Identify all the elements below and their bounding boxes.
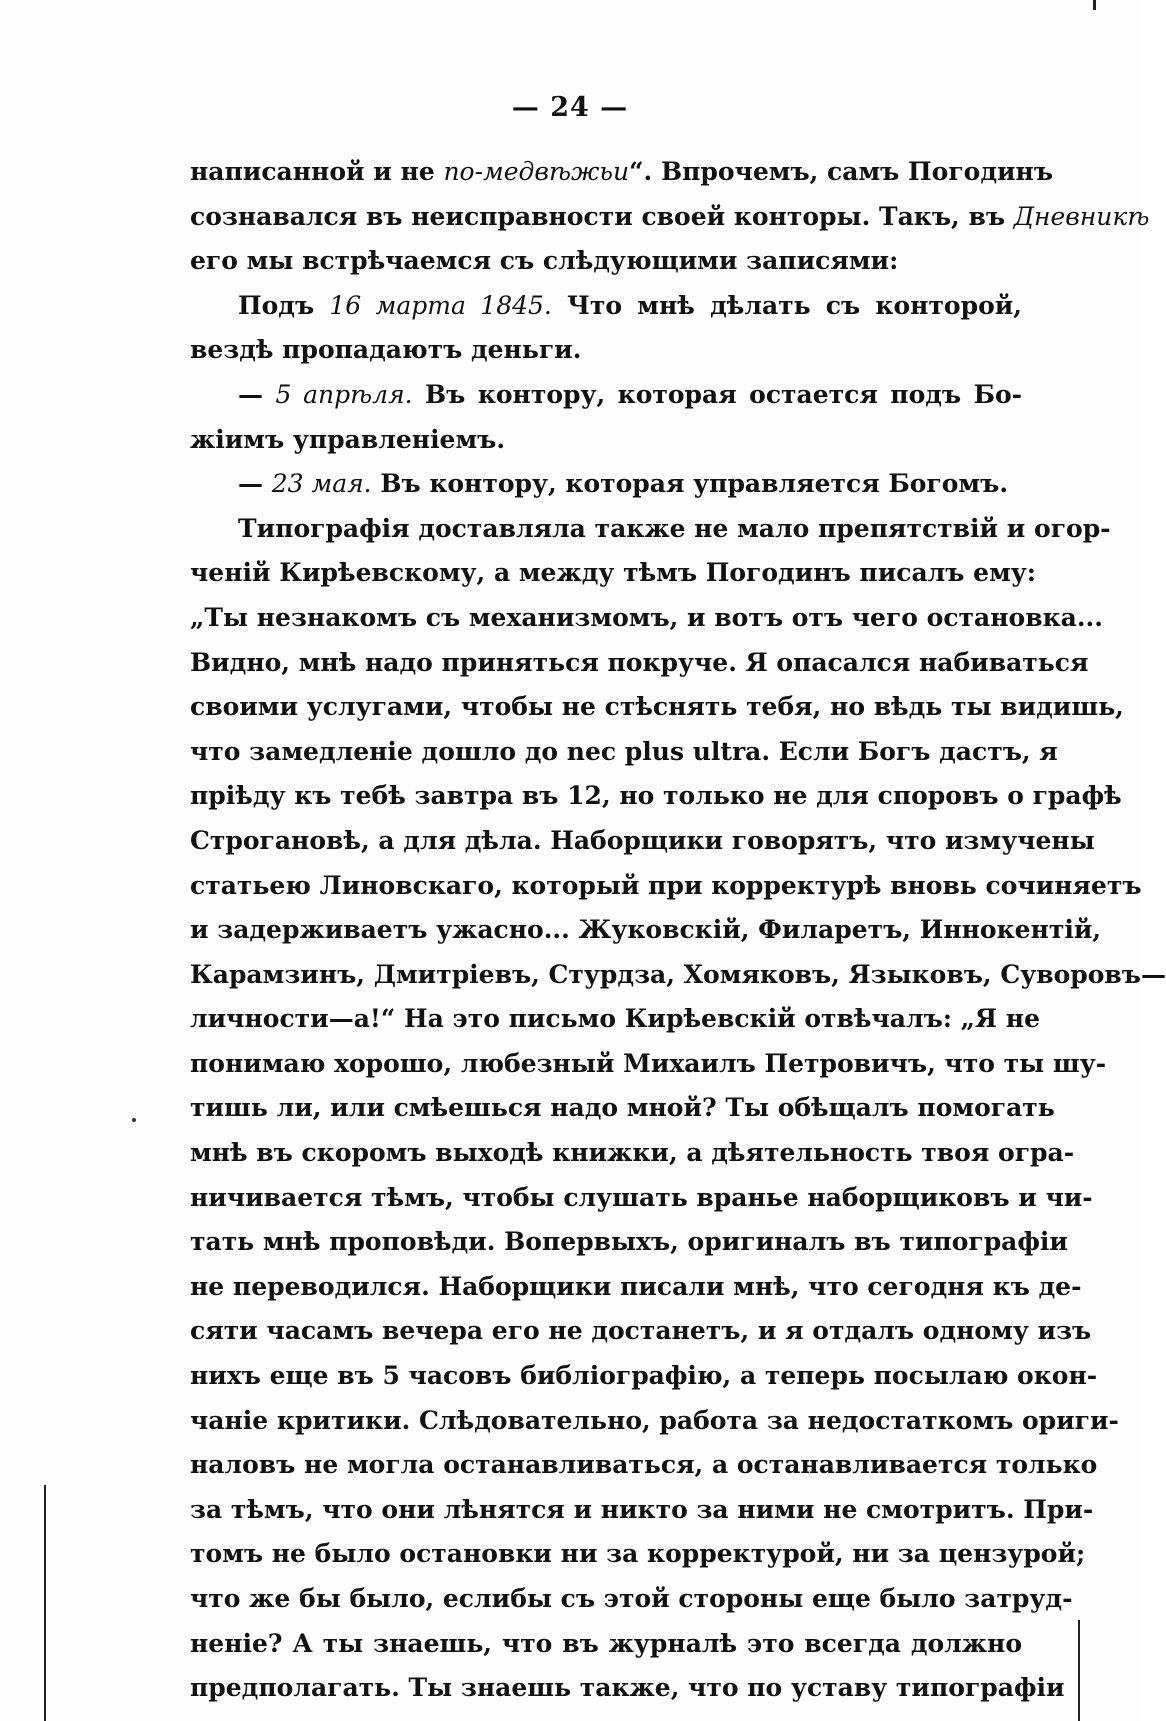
text-line: — 23 мая. Въ контору, которая управляется Богомъ. xyxy=(238,469,1009,499)
body-text xyxy=(190,150,1166,1711)
text-line: что замедленіе дошло до nec plus ultra. Если Богъ дастъ, я xyxy=(190,736,1058,766)
text-line: пріѣду къ тебѣ завтра въ 12, но только не для споровъ о графѣ xyxy=(190,781,1122,811)
text-line: ничивается тѣмъ, чтобы слушать вранье наборщиковъ и чи- xyxy=(190,1182,1093,1212)
text-line: тать мнѣ проповѣди. Вопервыхъ, оригиналъ въ типографіи xyxy=(190,1227,1068,1257)
text-line: статьею Линовскаго, который при корректурѣ вновь сочиняетъ xyxy=(190,870,1142,900)
text-line: жіимъ управленіемъ. xyxy=(190,424,506,454)
text-line: нихъ еще въ 5 часовъ библіографію, а теперь посылаю окон- xyxy=(190,1361,1098,1391)
text-line: за тѣмъ, что они лѣнятся и никто за ними не смотритъ. При- xyxy=(190,1494,1094,1524)
page-number: — 24 — xyxy=(511,92,629,123)
text-line: Карамзинъ, Дмитріевъ, Стурдза, Хомяковъ, Языковъ, Суворовъ— xyxy=(190,959,1166,989)
text-line: сознавался въ неисправности своей конторы. Такъ, въ Дневникѣ xyxy=(190,201,1150,231)
text-line: Подъ 16 марта 1845. Что мнѣ дѣлать съ конторой, xyxy=(238,290,1023,320)
text-line: написанной и не по-медвѣжьи“. Впрочемъ, самъ Погодинъ xyxy=(190,157,1054,186)
text-line: неніе? А ты знаешь, что въ журналѣ это всегда должно xyxy=(190,1628,1022,1658)
text-line: своими услугами, чтобы не стѣснять тебя, но вѣдь ты видишь, xyxy=(190,692,1124,722)
text-line: Типографія доставляла также не мало препятствій и огор- xyxy=(238,513,1111,543)
text-line: его мы встрѣчаемся съ слѣдующими записями: xyxy=(190,246,899,276)
text-line: ченій Кирѣевскому, а между тѣмъ Погодинъ писалъ ему: xyxy=(190,558,1037,588)
text-line: — 5 апрѣля. Въ контору, которая остается подъ Бо- xyxy=(238,379,1022,409)
text-line: тишь ли, или смѣешься надо мной? Ты обѣщалъ помогать xyxy=(190,1093,1055,1123)
page-edge-mark xyxy=(1093,0,1096,10)
text-line: что же бы было, еслибы съ этой стороны еще было затруд- xyxy=(190,1584,1073,1613)
text-line: Строгановѣ, а для дѣла. Наборщики говорятъ, что измучены xyxy=(190,825,1095,855)
text-line: томъ не было остановки ни за корректурой, ни за цензурой; xyxy=(190,1539,1086,1569)
scan-edge-line-left xyxy=(44,1485,46,1721)
text-line: личности—а!“ На это письмо Кирѣевскій отвѣчалъ: „Я не xyxy=(190,1004,1041,1034)
scan-edge-line-right xyxy=(1078,1620,1080,1721)
text-line: и задерживаетъ ужасно... Жуковскій, Филаретъ, Иннокентій, xyxy=(190,915,1102,945)
text-line: понимаю хорошо, любезный Михаилъ Петровичъ, что ты шу- xyxy=(190,1048,1107,1078)
text-line: Видно, мнѣ надо приняться покруче. Я опасался набиваться xyxy=(190,647,1089,677)
text-line: сяти часамъ вечера его не достанетъ, и я отдалъ одному изъ xyxy=(190,1316,1092,1346)
text-line: не переводился. Наборщики писали мнѣ, что сегодня къ де- xyxy=(190,1271,1082,1301)
text-line: „Ты незнакомъ съ механизмомъ, и вотъ отъ чего остановка... xyxy=(190,602,1103,632)
text-line: чаніе критики. Слѣдовательно, работа за недостаткомъ ориги- xyxy=(190,1405,1119,1435)
text-line: наловъ не могла останавливаться, а останавливается только xyxy=(190,1450,1098,1480)
text-line: предполагать. Ты знаешь также, что по уставу типографіи xyxy=(190,1673,1065,1703)
text-line: вездѣ пропадаютъ деньги. xyxy=(190,335,582,365)
ink-speck xyxy=(132,1118,136,1122)
text-line: мнѣ въ скоромъ выходѣ книжки, а дѣятельность твоя огра- xyxy=(190,1138,1075,1168)
